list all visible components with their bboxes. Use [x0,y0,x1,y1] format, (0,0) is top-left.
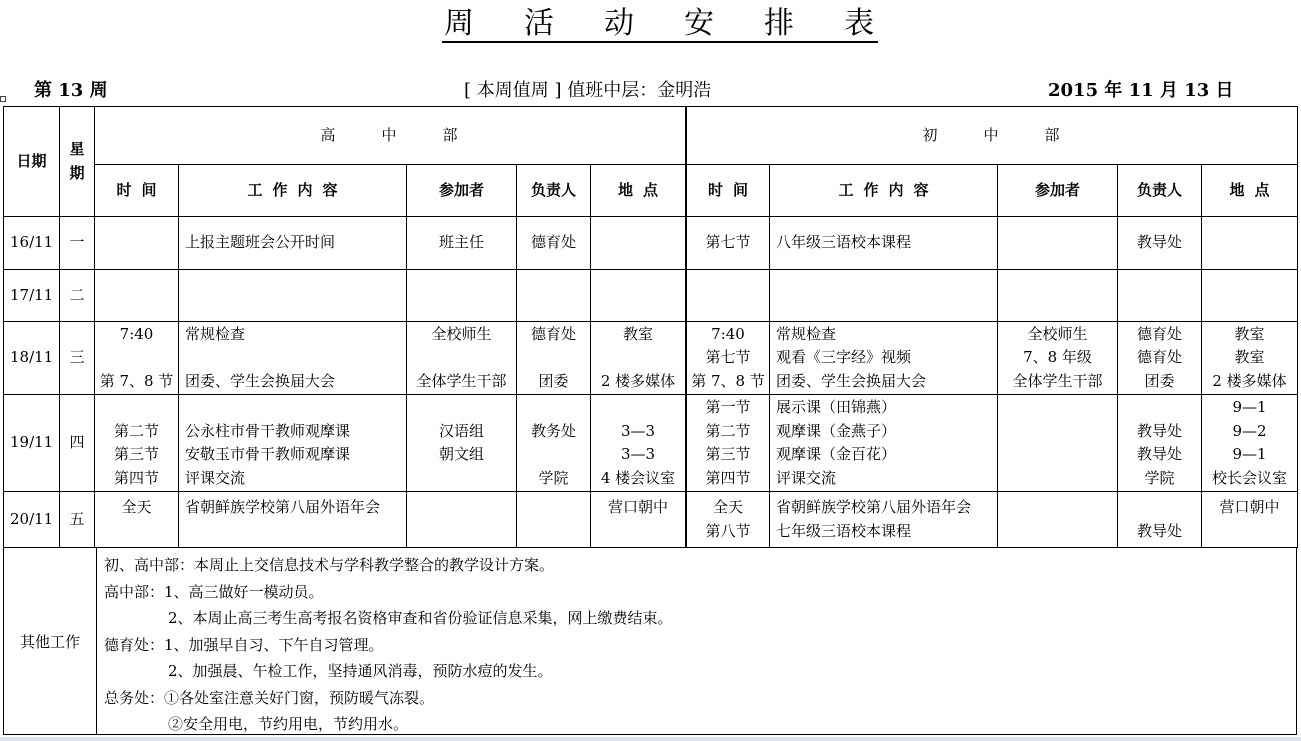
leader-cell-line: 德育处 [530,233,576,252]
place-cell [1202,492,1298,548]
leader-cell-line: 德育处 [1136,348,1182,367]
participants-cell-line: 朝文组 [438,445,484,463]
content-cell-line: 上报主题班会公开时间 [185,233,336,252]
header-char: 间 [733,180,749,199]
participants-header: 参加者 [407,165,517,217]
weekday-header: 星 期 [60,107,95,217]
participants-cell [998,395,1118,492]
leader-cell-line [1121,496,1198,520]
place-cell-line [1205,520,1294,544]
time-cell [687,395,770,492]
place-cell-line [594,396,682,420]
table-row [4,322,686,395]
participants-cell-line: 班主任 [438,233,484,252]
content-cell-line: 常规检查 [185,324,246,343]
header-char: 容 [913,180,929,199]
participants-cell [407,270,517,322]
leader-cell [517,395,591,492]
leader-cell [1118,217,1202,270]
participants-cell-line [410,396,513,420]
place-cell [591,322,686,395]
participants-cell-line: 全体学生干部 [1012,371,1103,390]
date-header: 日期 [4,107,60,217]
header-char: 工 [247,180,263,199]
date-cell: 19/11 [4,395,60,492]
dept-char: 初 [922,125,940,144]
table-row [687,395,1298,492]
place-cell [591,492,686,548]
middle-school-dept-header [687,107,1298,165]
other-work-line: ②安全用电，节约用电，节约用水。 [168,715,409,733]
table-row [687,322,1298,395]
participants-cell-line [1001,496,1114,520]
header-char: 点 [1254,180,1270,199]
leader-cell-line [1121,284,1198,308]
leader-cell-line [520,346,587,370]
leader-cell [1118,492,1202,548]
other-work-line: 初、高中部：本周止上交信息技术与学科教学整合的教学设计方案。 [104,556,555,574]
place-cell-line [594,346,682,370]
place-cell-line: 9—2 [1232,421,1267,440]
leader-header: 负责人 [1118,165,1202,217]
content-cell-line: 安敬玉市骨干教师观摩课 [185,445,351,463]
content-cell-line: 观看《三字经》视频 [776,348,912,367]
content-cell [179,270,407,322]
content-cell [179,492,407,548]
place-cell-line: 营口朝中 [607,498,668,516]
header-char: 地 [617,180,633,199]
time-header [95,165,179,217]
content-cell-line: 常规检查 [776,324,837,343]
participants-cell-line [410,346,513,370]
header-char: 工 [838,180,854,199]
time-cell-line: 第四节 [113,468,159,487]
participants-cell-line [410,467,513,491]
header-char: 时 [116,180,132,199]
header-char: 作 [863,180,879,199]
participants-header: 参加者 [998,165,1118,217]
place-cell [1202,217,1298,270]
content-cell-line [185,284,403,308]
participants-cell-line [1001,520,1114,544]
place-cell-line [1205,284,1294,308]
place-cell [591,270,686,322]
content-cell-line: 团委、学生会换届大会 [185,371,336,390]
place-header [1202,165,1298,217]
date-cell: 17/11 [4,270,60,322]
place-cell-line [1205,231,1294,255]
participants-cell-line [1001,467,1114,491]
weekday-cell: 一 [60,217,95,270]
place-cell-line: 3—3 [620,445,656,463]
high-school-dept-header [95,107,686,165]
time-cell-line: 第二节 [705,421,751,440]
time-cell-line [98,346,175,370]
time-cell [687,322,770,395]
leader-cell-line [520,284,587,308]
place-cell-line: 教室 [1234,324,1265,343]
time-cell [95,492,179,548]
place-cell-line: 4 楼会议室 [600,468,676,487]
other-work-line: 2、加强晨、午检工作，坚持通风消毒，预防水痘的发生。 [168,662,553,680]
duty-officer: [ 本周值周 ] 值班中层：金明浩 [464,80,712,101]
time-cell [687,217,770,270]
weekday-cell: 四 [60,395,95,492]
weekday-cell: 二 [60,270,95,322]
content-cell [770,270,998,322]
leader-cell-line: 教导处 [1136,521,1182,540]
header-char: 地 [1229,180,1245,199]
table-row [687,217,1298,270]
participants-cell-line [1001,231,1114,255]
weekday-cell: 三 [60,322,95,395]
date-cell: 16/11 [4,217,60,270]
header-char: 作 [272,180,288,199]
time-cell-line [98,520,175,544]
leader-cell [517,492,591,548]
weekday-cell: 五 [60,492,95,548]
participants-cell-line [1001,396,1114,420]
title-char: 活 [524,6,556,41]
content-cell-line: 评课交流 [185,468,246,487]
content-cell-line [185,396,403,420]
dept-char: 部 [1044,125,1062,144]
content-cell-line [185,346,403,370]
leader-cell-line: 团委 [538,371,569,390]
content-header [770,165,998,217]
leader-header: 负责人 [517,165,591,217]
time-cell [687,270,770,322]
content-cell [770,492,998,548]
window-bottom-edge [0,737,1301,741]
place-header [591,165,686,217]
participants-cell-line [410,284,513,308]
leader-cell-line [520,443,587,467]
high-school-table [3,106,686,548]
content-cell-line: 评课交流 [776,468,837,487]
place-cell [591,395,686,492]
leader-cell-line: 学院 [538,468,569,487]
content-cell [179,217,407,270]
other-work-line: 2、本周止高三考生高考报名资格审查和省份验证信息采集，网上缴费结束。 [168,609,673,627]
content-cell [770,395,998,492]
leader-cell [517,217,591,270]
participants-cell [407,395,517,492]
table-row [4,395,686,492]
time-cell [687,492,770,548]
time-cell-line [98,231,175,255]
content-cell [770,322,998,395]
leader-cell-line: 教导处 [1136,421,1182,440]
middle-school-table [686,106,1298,548]
time-cell-line: 第一节 [705,398,751,416]
title-char: 周 [444,6,476,41]
leader-cell-line: 学院 [1144,468,1175,487]
time-cell-line: 第二节 [113,421,159,440]
leader-cell [1118,322,1202,395]
time-cell-line: 第 7、8 节 [691,371,765,390]
other-work-section [3,548,1297,735]
title-char: 表 [844,6,876,41]
place-cell-line: 教室 [622,324,653,343]
time-cell [95,217,179,270]
place-cell [591,217,686,270]
leader-cell-line [1121,396,1198,420]
header-char: 容 [322,180,338,199]
leader-cell [1118,395,1202,492]
place-cell-line: 2 楼多媒体 [600,371,676,390]
content-cell-line: 八年级三语校本课程 [776,233,912,252]
time-cell-line [98,284,175,308]
content-cell-line [185,520,403,544]
dept-char: 部 [442,125,460,144]
time-cell-line: 第七节 [705,233,751,252]
time-cell-line: 第四节 [705,468,751,487]
content-cell-line: 展示课（田锦燕） [776,398,897,416]
participants-cell-line [410,496,513,520]
place-cell-line [594,231,682,255]
content-cell-line: 观摩课（金百花） [776,445,897,463]
other-work-line: 高中部：1、高三做好一模动员。 [104,582,324,601]
cell-anchor-marker [0,96,6,102]
leader-cell-line: 德育处 [530,324,576,343]
participants-cell-line: 全体学生干部 [416,371,507,390]
time-cell-line: 第七节 [705,348,751,367]
content-cell [179,322,407,395]
participants-cell-line: 全校师生 [431,324,492,343]
participants-cell [407,492,517,548]
place-cell-line: 营口朝中 [1219,498,1280,516]
participants-cell [407,217,517,270]
participants-cell-line: 全校师生 [1027,324,1088,343]
participants-cell-line [1001,284,1114,308]
page-title [0,6,1301,43]
leader-cell-line: 德育处 [1136,324,1182,343]
leader-cell-line [520,496,587,520]
week-number: 第 13 周 [34,80,108,101]
date-cell: 20/11 [4,492,60,548]
dept-char: 中 [381,125,399,144]
time-cell-line [690,284,766,308]
place-cell-line: 2 楼多媒体 [1212,371,1287,390]
other-work-line: 德育处：1、加强早自习、下午自习管理。 [104,635,384,654]
table-row [4,492,686,548]
participants-cell-line [410,520,513,544]
time-cell-line: 第八节 [705,521,751,540]
leader-cell-line [520,396,587,420]
time-cell-line: 第三节 [705,445,751,463]
content-cell-line: 省朝鲜族学校第八届外语年会 [776,498,972,516]
place-cell-line [594,520,682,544]
place-cell-line: 9—1 [1232,398,1267,416]
time-cell [95,270,179,322]
participants-cell-line: 7、8 年级 [1023,348,1092,367]
participants-cell-line [1001,420,1114,444]
table-row [4,217,686,270]
content-cell-line: 省朝鲜族学校第八届外语年会 [185,498,381,516]
place-cell-line [594,284,682,308]
content-cell-line: 观摩课（金燕子） [776,421,897,440]
place-cell [1202,270,1298,322]
time-cell-line: 第 7、8 节 [99,371,174,390]
participants-cell [998,217,1118,270]
leader-cell [517,322,591,395]
header-char: 时 [707,180,723,199]
content-cell-line: 团委、学生会换届大会 [776,371,927,390]
place-cell-line: 9—1 [1232,445,1267,463]
other-work-label: 其他工作 [4,548,97,734]
other-work-notes [104,552,673,738]
header-char: 间 [141,180,157,199]
participants-cell [407,322,517,395]
time-header [687,165,770,217]
participants-cell [998,492,1118,548]
content-cell-line: 七年级三语校本课程 [776,521,912,540]
participants-cell-line [1001,443,1114,467]
time-cell [95,395,179,492]
leader-cell [1118,270,1202,322]
header-char: 点 [643,180,659,199]
content-header [179,165,407,217]
time-cell [95,322,179,395]
place-cell-line: 3—3 [620,421,656,440]
header-char: 内 [297,180,313,199]
leader-cell-line: 教导处 [1136,233,1182,252]
place-cell [1202,322,1298,395]
table-row [687,492,1298,548]
participants-cell [998,322,1118,395]
date-cell: 18/11 [4,322,60,395]
place-cell [1202,395,1298,492]
time-cell-line [98,396,175,420]
content-cell [179,395,407,492]
leader-cell-line: 教导处 [1136,445,1182,463]
table-row [687,270,1298,322]
time-cell-line: 全天 [121,498,152,516]
leader-cell-line: 教务处 [530,421,576,440]
dept-char: 中 [983,125,1001,144]
time-cell-line: 7:40 [711,324,745,343]
participants-cell-line: 汉语组 [438,421,484,440]
title-char: 动 [604,6,636,41]
place-cell-line: 教室 [1234,348,1265,367]
time-cell-line: 全天 [712,498,743,516]
dept-char: 高 [320,125,338,144]
leader-cell-line [520,520,587,544]
header-char: 内 [888,180,904,199]
leader-cell-line: 团委 [1144,371,1175,390]
time-cell-line: 第三节 [113,445,159,463]
participants-cell [998,270,1118,322]
title-char: 安 [684,6,716,41]
leader-cell [517,270,591,322]
content-cell [770,217,998,270]
content-cell-line [776,284,994,308]
place-cell-line: 校长会议室 [1211,468,1287,487]
schedule-date: 2015 年 11 月 13 日 [1048,80,1234,101]
content-cell-line: 公永柱市骨干教师观摩课 [185,421,351,440]
title-char: 排 [764,6,796,41]
other-work-line: 总务处：①各处室注意关好门窗，预防暖气冻裂。 [104,688,435,707]
time-cell-line: 7:40 [119,324,154,343]
table-row [4,270,686,322]
